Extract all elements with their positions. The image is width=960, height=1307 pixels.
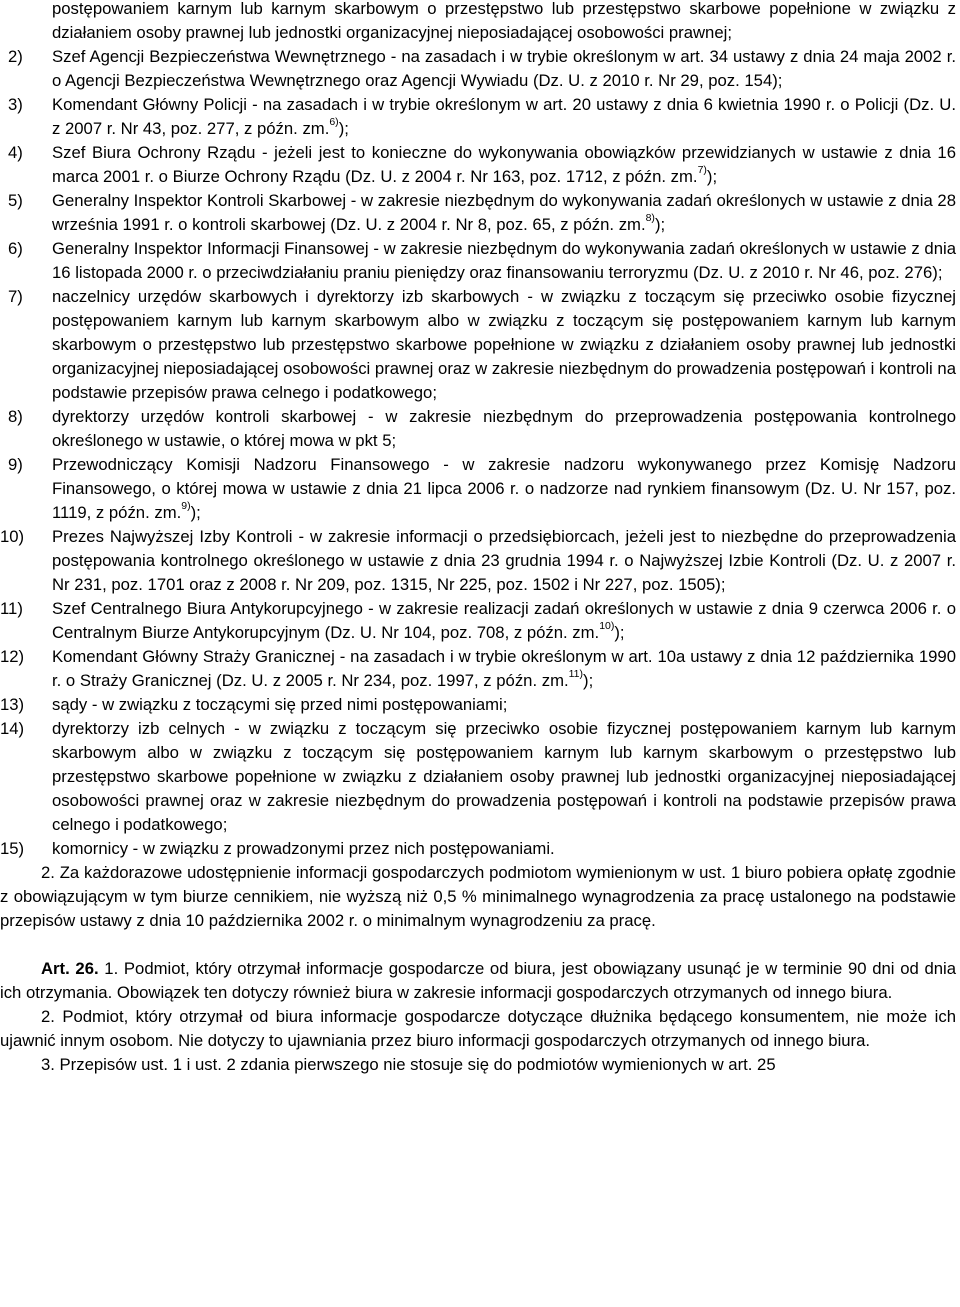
article-26-para-3: 3. Przepisów ust. 1 i ust. 2 zdania pierwszego nie stosuje się do podmiotów wymienionych w art. 25 xyxy=(41,1055,776,1074)
paragraph-2: 2. Za każdorazowe udostępnienie informacji gospodarczych podmiotom wymienionym w ust. 1 biuro pobiera opłatę zgodnie z obowiązującym w tym biurze cennikiem, nie wyższą niż 0,5 % minimalnego wynagrodzenia za pracę ustalonego na podstawie przepisów ustawy z dnia 10 października 2002 r. o minimalnym wynagrodzeniu za pracę. xyxy=(0,863,956,930)
item-number: 4) xyxy=(8,143,23,162)
item-text: Generalny Inspektor Informacji Finansowej - w zakresie niezbędnym do wykonywania zadań określonych w ustawie z dnia 16 listopada 2000 r. o przeciwdziałaniu praniu pieniędzy oraz finansowaniu terroryzmu (Dz. U. z 2010 r. Nr 46, poz. 276); xyxy=(52,239,956,282)
article-26-para-1 xyxy=(0,957,956,1005)
list-item xyxy=(0,93,956,141)
entity-list xyxy=(0,45,956,861)
item-text: Przewodniczący Komisji Nadzoru Finansowego - w zakresie nadzoru wykonywanego przez Komisję Nadzoru Finansowego, o której mowa w ustawie z dnia 21 lipca 2006 r. o nadzorze nad rynkiem finansowym (Dz. U. Nr 157, poz. 1119, z późn. zm. xyxy=(52,455,956,522)
list-item xyxy=(0,717,956,837)
list-item xyxy=(0,597,956,645)
item-number: 3) xyxy=(8,95,23,114)
footnote-ref: 9) xyxy=(181,500,191,513)
item-number: 6) xyxy=(8,239,23,258)
item-number: 12) xyxy=(0,647,25,666)
item-number: 13) xyxy=(0,695,25,714)
item-text: dyrektorzy urzędów kontroli skarbowej - w zakresie niezbędnym do przeprowadzenia postępowania kontrolnego określonego w ustawie, o której mowa w pkt 5; xyxy=(52,407,956,450)
item-number: 10) xyxy=(0,527,25,546)
item-text-end: ); xyxy=(706,167,718,186)
item-text-end: ); xyxy=(583,671,594,690)
footnote-ref: 7) xyxy=(697,164,707,177)
item-number: 11) xyxy=(0,599,23,618)
item-text: Komendant Główny Straży Granicznej - na zasadach i w trybie określonym w art. 10a ustawy z dnia 12 października 1990 r. o Straży Granicznej (Dz. U. z 2005 r. Nr 234, poz. 1997, z późn. zm. xyxy=(52,647,956,690)
footnote-ref: 10) xyxy=(599,620,615,633)
item-text: Prezes Najwyższej Izby Kontroli - w zakresie informacji o przedsiębiorcach, jeżeli jest to niezbędne do przeprowadzenia postępowania kontrolnego określonego w ustawie z dnia 23 grudnia 1994 r. o Najwyższej Izbie Kontroli (Dz. U. z 2007 r. Nr 231, poz. 1701 oraz z 2008 r. Nr 209, poz. 1315, Nr 225, poz. 1502 i Nr 227, poz. 1505); xyxy=(52,527,956,594)
item-number: 15) xyxy=(0,839,25,858)
list-item xyxy=(0,45,956,93)
list-item xyxy=(0,237,956,285)
item-text: Szef Centralnego Biura Antykorupcyjnego - w zakresie realizacji zadań określonych w ustawie z dnia 9 czerwca 2006 r. o Centralnym Biurze Antykorupcyjnym (Dz. U. Nr 104, poz. 708, z późn. zm. xyxy=(52,599,956,642)
item-number: 5) xyxy=(8,191,23,210)
item-text-end: ); xyxy=(654,215,666,234)
item-number: 9) xyxy=(8,455,23,474)
list-item xyxy=(0,693,956,717)
article-26-label: Art. 26. xyxy=(41,959,99,978)
footnote-ref: 8) xyxy=(645,212,655,225)
list-item xyxy=(0,837,956,861)
item-text: Szef Agencji Bezpieczeństwa Wewnętrznego - na zasadach i w trybie określonym w art. 34 ustawy z dnia 24 maja 2002 r. o Agencji Bezpieczeństwa Wewnętrznego oraz Agencji Wywiadu (Dz. U. z 2010 r. Nr 29, poz. 154); xyxy=(52,47,956,90)
item-text: dyrektorzy izb celnych - w związku z toczącym się przeciwko osobie fizycznej postępowaniem karnym lub karnym skarbowym albo w związku z toczącym się postępowaniem karnym lub karnym skarbowym o przestępstwo lub przestępstwo skarbowe popełnione w związku z działaniem osoby prawnej lub jednostki organizacyjnej nieposiadającej osobowości prawnej oraz w zakresie niezbędnym do prowadzenia postępowań i kontroli na podstawie przepisów prawa celnego i podatkowego; xyxy=(52,719,956,834)
footnote-ref: 6) xyxy=(329,116,339,129)
item-text: komornicy - w związku z prowadzonymi przez nich postępowaniami. xyxy=(52,839,555,858)
item-text: Komendant Główny Policji - na zasadach i w trybie określonym w art. 20 ustawy z dnia 6 kwietnia 1990 r. o Policji (Dz. U. z 2007 r. Nr 43, poz. 277, z późn. zm. xyxy=(52,95,956,138)
article-26-para-1-text: 1. Podmiot, który otrzymał informacje gospodarcze od biura, jest obowiązany usunąć je w terminie 90 dni od dnia ich otrzymania. Obowiązek ten dotyczy również biura w zakresie informacji gospodarczych otrzymanych od innego biura. xyxy=(0,959,956,1002)
list-continuation: postępowaniem karnym lub karnym skarbowym o przestępstwo lub przestępstwo skarbowe popełnione w związku z działaniem osoby prawnej lub jednostki organizacyjnej nieposiadającej osobowości prawnej; xyxy=(52,0,956,42)
footnote-ref: 11) xyxy=(568,668,584,681)
item-text-end: ); xyxy=(338,119,349,138)
item-text: naczelnicy urzędów skarbowych i dyrektorzy izb skarbowych - w związku z toczącym się przeciwko osobie fizycznej postępowaniem karnym lub karnym skarbowym albo w związku z toczącym się postępowaniem karnym lub karnym skarbowym o przestępstwo lub przestępstwo skarbowe popełnione w związku z działaniem osoby prawnej lub jednostki organizacyjnej nieposiadającej osobowości prawnej oraz w zakresie niezbędnym do prowadzenia postępowań i kontroli na podstawie przepisów prawa celnego i podatkowego; xyxy=(52,287,956,402)
list-item xyxy=(0,525,956,597)
list-item xyxy=(0,141,956,189)
list-item xyxy=(0,285,956,405)
item-number: 8) xyxy=(8,407,23,426)
item-number: 2) xyxy=(8,47,23,66)
list-item xyxy=(0,453,956,525)
list-item xyxy=(0,645,956,693)
article-26-para-2: 2. Podmiot, który otrzymał od biura informacje gospodarcze dotyczące dłużnika będącego konsumentem, nie może ich ujawnić innym osobom. Nie dotyczy to ujawniania przez biuro informacji gospodarczych otrzymanych od innego biura. xyxy=(0,1007,956,1050)
item-text: Generalny Inspektor Kontroli Skarbowej - w zakresie niezbędnym do wykonywania zadań określonych w ustawie z dnia 28 września 1991 r. o kontroli skarbowej (Dz. U. z 2004 r. Nr 8, poz. 65, z późn. zm. xyxy=(52,191,956,234)
item-text-end: ); xyxy=(614,623,625,642)
item-number: 14) xyxy=(0,719,25,738)
item-text-end: ); xyxy=(190,503,201,522)
item-number: 7) xyxy=(8,287,23,306)
list-item xyxy=(0,405,956,453)
item-text: Szef Biura Ochrony Rządu - jeżeli jest to konieczne do wykonywania obowiązków przewidzianych w ustawie z dnia 16 marca 2001 r. o Biurze Ochrony Rządu (Dz. U. z 2004 r. Nr 163, poz. 1712, z późn. zm. xyxy=(52,143,956,186)
item-text: sądy - w związku z toczącymi się przed nimi postępowaniami; xyxy=(52,695,508,714)
list-item xyxy=(0,189,956,237)
